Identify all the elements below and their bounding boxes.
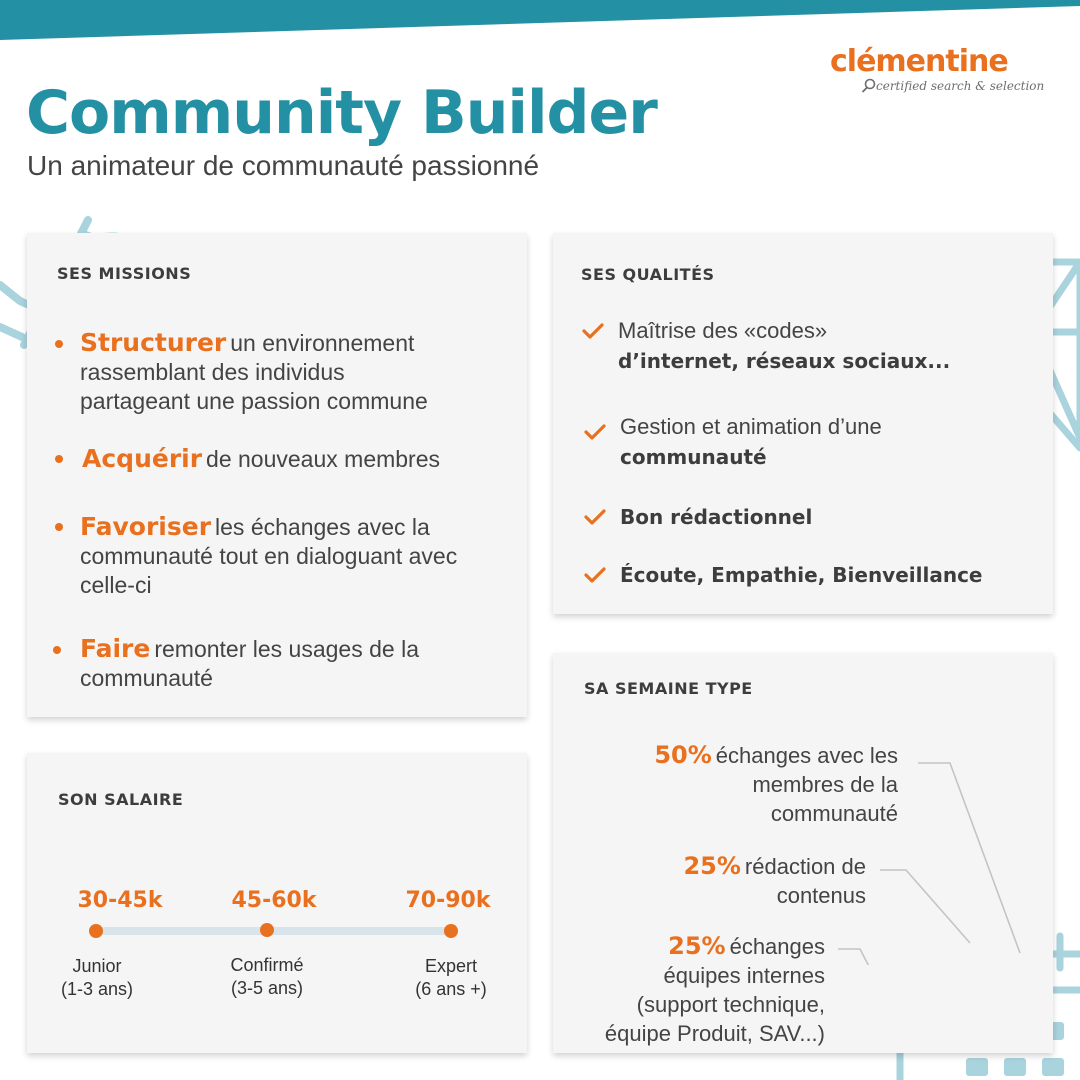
salary-point-confirme: [260, 923, 274, 937]
mission-bullet: [55, 455, 63, 463]
salary-value-confirme: 45-60k: [231, 888, 317, 913]
mission-item-favoriser: Favoriser les échanges avec la communauté tout en dialoguant avec celle-ci: [80, 512, 458, 598]
mission-item-structurer: Structurer un environnement rassemblant des individus partageant une passion commune: [80, 328, 428, 414]
salary-timeline: [96, 927, 452, 935]
qualite-item-codes: Maîtrise des «codes» d’internet, réseaux sociaux...: [618, 318, 951, 373]
top-banner: [0, 0, 1080, 40]
salaire-title: SON SALAIRE: [58, 790, 184, 809]
mission-item-acquerir: Acquérir de nouveaux membres: [82, 444, 441, 473]
salary-point-expert: [444, 924, 458, 938]
check-icon: [584, 423, 606, 441]
mission-bullet: [55, 340, 63, 348]
mission-bullet: [53, 646, 61, 654]
qualites-title: SES QUALITÉS: [581, 265, 715, 284]
salary-level-expert: Expert (6 ans +): [415, 956, 487, 999]
salary-value-junior: 30-45k: [77, 888, 163, 913]
salary-level-confirme: Confirmé (3-5 ans): [230, 955, 304, 998]
check-icon: [584, 566, 606, 584]
check-icon: [582, 322, 604, 340]
qualite-item-ecoute: Écoute, Empathie, Bienveillance: [620, 563, 983, 587]
semaine-item-redaction: 25% rédaction de contenus: [683, 852, 866, 908]
page-subtitle: Un animateur de communauté passionné: [27, 150, 540, 181]
semaine-item-membres: 50% échanges avec les membres de la communauté: [654, 741, 898, 826]
semaine-item-equipes: 25% échanges équipes internes (support technique, équipe Produit, SAV...): [604, 932, 825, 1046]
salary-level-junior: Junior (1-3 ans): [60, 956, 134, 999]
semaine-title: SA SEMAINE TYPE: [584, 679, 753, 698]
salary-value-expert: 70-90k: [405, 888, 491, 913]
salary-point-junior: [89, 924, 103, 938]
magnifier-icon: [861, 78, 877, 94]
page-title: Community Builder: [26, 78, 657, 148]
mission-bullet: [55, 523, 63, 531]
qualite-item-redactionnel: Bon rédactionnel: [620, 505, 813, 529]
mission-item-faire: Faire remonter les usages de la communauté: [80, 634, 419, 691]
check-icon: [584, 508, 606, 526]
qualite-item-gestion: Gestion et animation d’une communauté: [620, 414, 882, 469]
brand-name: clémentine: [830, 44, 1008, 79]
missions-title: SES MISSIONS: [57, 264, 192, 283]
brand-tagline: certified search & selection: [876, 79, 1045, 93]
